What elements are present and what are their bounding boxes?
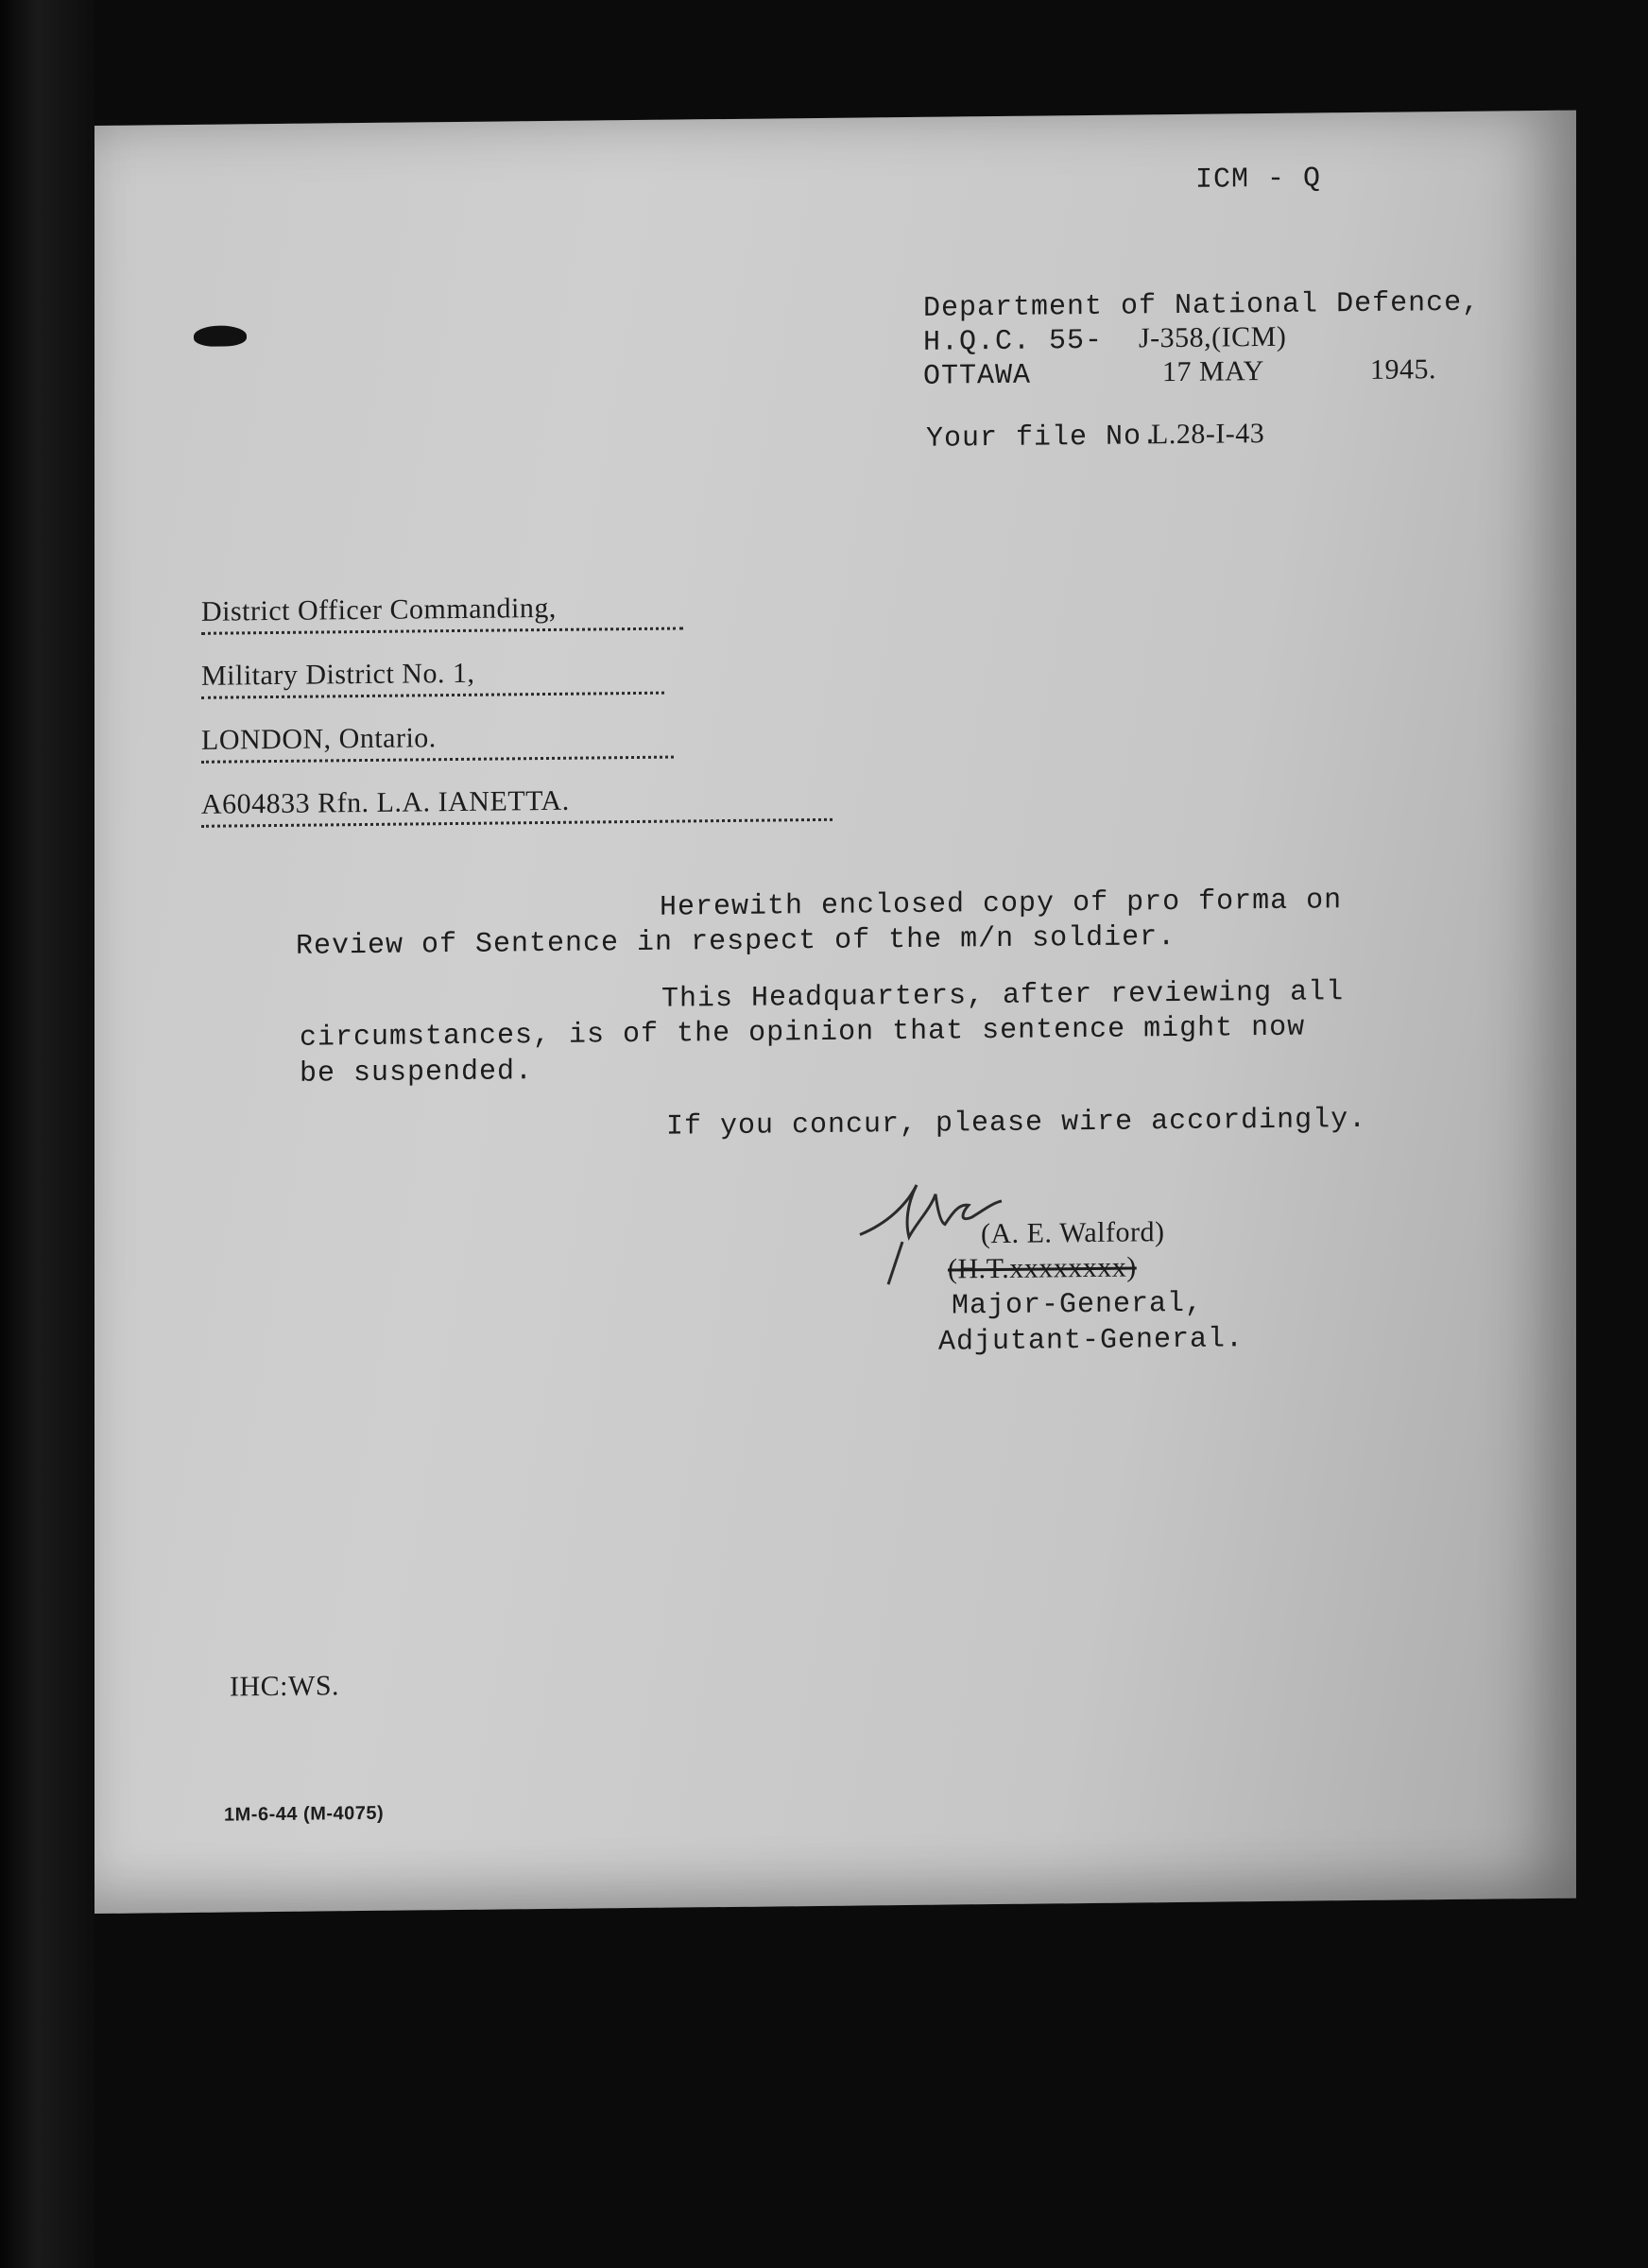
hqc-number: J-358,(ICM): [1139, 320, 1287, 354]
address-line-1: District Officer Commanding,: [201, 592, 557, 627]
your-file-label: Your file No.: [926, 421, 1160, 455]
signatory-name: (A. E. Walford): [981, 1216, 1165, 1250]
dotted-rule: [201, 692, 664, 699]
department-line: Department of National Defence,: [923, 286, 1481, 325]
paragraph-2-line-1: This Headquarters, after reviewing all: [661, 976, 1345, 1016]
address-line-2: Military District No. 1,: [201, 657, 475, 692]
form-number: 1M-6-44 (M-4075): [224, 1802, 385, 1826]
paragraph-1-line-2: Review of Sentence in respect of the m/n soldier.: [296, 921, 1176, 963]
hqc-label: H.Q.C. 55-: [923, 324, 1104, 359]
ink-blot: [194, 325, 247, 347]
paragraph-2-line-2: circumstances, is of the opinion that sentence might now: [300, 1011, 1306, 1055]
your-file-number: L.28-I-43: [1151, 418, 1265, 451]
letter-page: [94, 111, 1576, 1914]
paragraph-2-line-3: be suspended.: [300, 1056, 534, 1091]
signatory-rank: Major-General,: [952, 1287, 1204, 1323]
signatory-title: Adjutant-General.: [938, 1323, 1245, 1359]
date-year: 1945.: [1370, 353, 1436, 386]
scan-border: [0, 0, 94, 2268]
paragraph-1-line-1: Herewith enclosed copy of pro forma on: [660, 885, 1343, 924]
dotted-rule: [201, 756, 674, 764]
struck-name: (H.T.xxxxxxxx): [948, 1251, 1137, 1285]
reference-code: ICM - Q: [1195, 163, 1322, 197]
address-line-3: LONDON, Ontario.: [201, 722, 437, 756]
city-line: OTTAWA: [923, 359, 1032, 393]
paragraph-3-line-1: If you concur, please wire accordingly.: [666, 1103, 1367, 1143]
typist-initials: IHC:WS.: [230, 1670, 339, 1703]
date-day-month: 17 MAY: [1162, 355, 1264, 388]
address-line-4: A604833 Rfn. L.A. IANETTA.: [201, 784, 570, 820]
dotted-rule: [201, 627, 683, 634]
